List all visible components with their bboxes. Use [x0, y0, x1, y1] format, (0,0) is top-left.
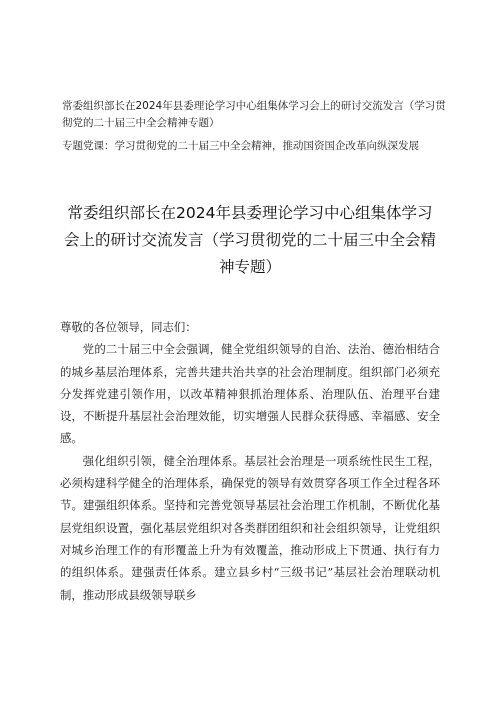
document-title: 常委组织部长在2024年县委理论学习中心组集体学习会上的研讨交流发言（学习贯彻党的二十届三中全会精神专题） — [63, 204, 436, 276]
salutation: 尊敬的各位领导，同志们： — [60, 320, 197, 334]
body-paragraph-2: 强化组织引领，健全治理体系。基层社会治理是一项系统性民生工程，必须构建科学健全的治理体系，确保党的领导有效贯穿各项工作全过程各环节。建强组织体系。坚持和完善党领导基层社会治理工作机制，不断优化基层党组织设置，强化基层党组织对各类群团组织和社会组织领导，让党组织对城乡治理工作的有形覆盖上升为有效覆盖，推动形成上下贯通、执行有力的组织体系。建强责任体系。建立县乡村“三级书记”基层社会治理联动机制，推动形成县级领导联乡 — [60, 453, 440, 602]
table-of-contents — [62, 98, 452, 155]
toc-entry-1: 常委组织部长在2024年县委理论学习中心组集体学习会上的研讨交流发言（学习贯彻党的二十届三中全会精神专题） — [62, 100, 446, 129]
toc-entry-2: 专题党课：学习贯彻党的二十届三中全会精神，推动国资国企改革向纵深发展 — [62, 140, 419, 152]
body-paragraph-1: 党的二十届三中全会强调，健全党组织领导的自治、法治、德治相结合的城乡基层治理体系，完善共建共治共享的社会治理制度。组织部门必须充分发挥党建引领作用，以改革精神狠抓治理体系、治理队伍、治理平台建设，不断提升基层社会治理效能，切实增强人民群众获得感、幸福感、安全感。 — [60, 342, 440, 446]
document-body — [60, 316, 440, 606]
